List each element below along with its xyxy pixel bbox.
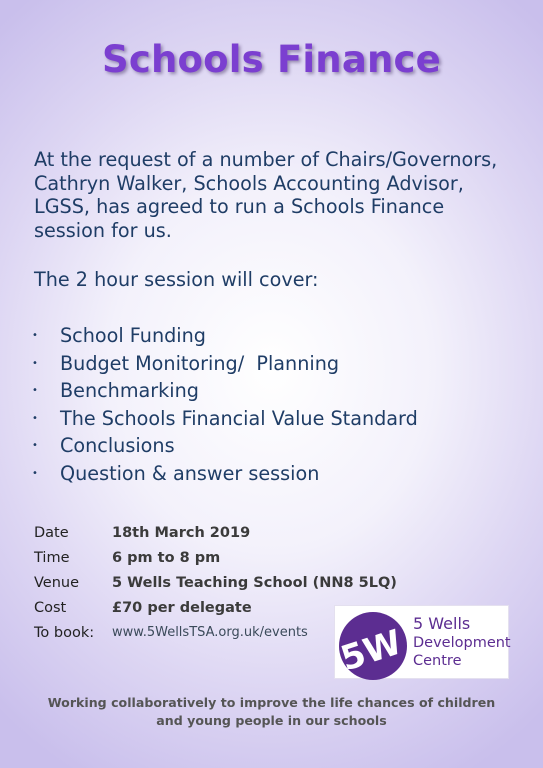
list-item-text: Benchmarking (60, 379, 199, 403)
booking-label: To book: (34, 624, 95, 641)
list-item (30, 350, 418, 378)
bullet-icon: • (32, 330, 38, 342)
time-value: 6 pm to 8 pm (112, 549, 221, 566)
logo-wordmark (413, 614, 511, 670)
topics-list (30, 322, 418, 487)
footer-line-2: and young people in our schools (156, 713, 387, 728)
venue-value: 5 Wells Teaching School (NN8 5LQ) (112, 574, 397, 591)
venue-label: Venue (34, 574, 80, 591)
date-label: Date (34, 524, 69, 541)
date-row (34, 520, 397, 545)
logo-line-2: Development (413, 635, 511, 651)
list-item-text: Conclusions (60, 434, 175, 458)
booking-link[interactable]: www.5WellsTSA.org.uk/events (112, 625, 308, 640)
list-item (30, 322, 418, 350)
footer-tagline (0, 694, 543, 730)
time-label: Time (34, 549, 70, 566)
list-item (30, 405, 418, 433)
logo-line-1: 5 Wells (413, 614, 471, 633)
bullet-icon: • (32, 467, 38, 479)
list-item (30, 460, 418, 488)
cost-label: Cost (34, 599, 67, 616)
time-row (34, 545, 397, 570)
five-wells-logo (334, 605, 509, 679)
list-item-text: Budget Monitoring/ Planning (60, 351, 340, 375)
logo-mark-text: 5W (336, 622, 407, 680)
cost-value: £70 per delegate (112, 599, 252, 616)
footer-line-1: Working collaboratively to improve the life chances of children (47, 695, 496, 710)
list-item-text: Question & answer session (60, 461, 320, 485)
date-value: 18th March 2019 (112, 524, 251, 541)
logo-line-3: Centre (413, 653, 462, 669)
bullet-icon: • (32, 385, 38, 397)
venue-row (34, 570, 397, 595)
list-item (30, 377, 418, 405)
five-wells-mark-icon (335, 606, 415, 680)
list-item (30, 432, 418, 460)
list-item-text: The Schools Financial Value Standard (60, 406, 418, 430)
bullet-icon: • (32, 440, 38, 452)
page-title: Schools Finance (102, 38, 441, 81)
session-cover-heading: The 2 hour session will cover: (34, 268, 319, 291)
list-item-text: School Funding (60, 324, 206, 348)
bullet-icon: • (32, 412, 38, 424)
bullet-icon: • (32, 357, 38, 369)
intro-paragraph: At the request of a number of Chairs/Governors, Cathryn Walker, Schools Accounting Advisor, LGSS, has agreed to run a Schools Finance session for us. (34, 148, 498, 242)
